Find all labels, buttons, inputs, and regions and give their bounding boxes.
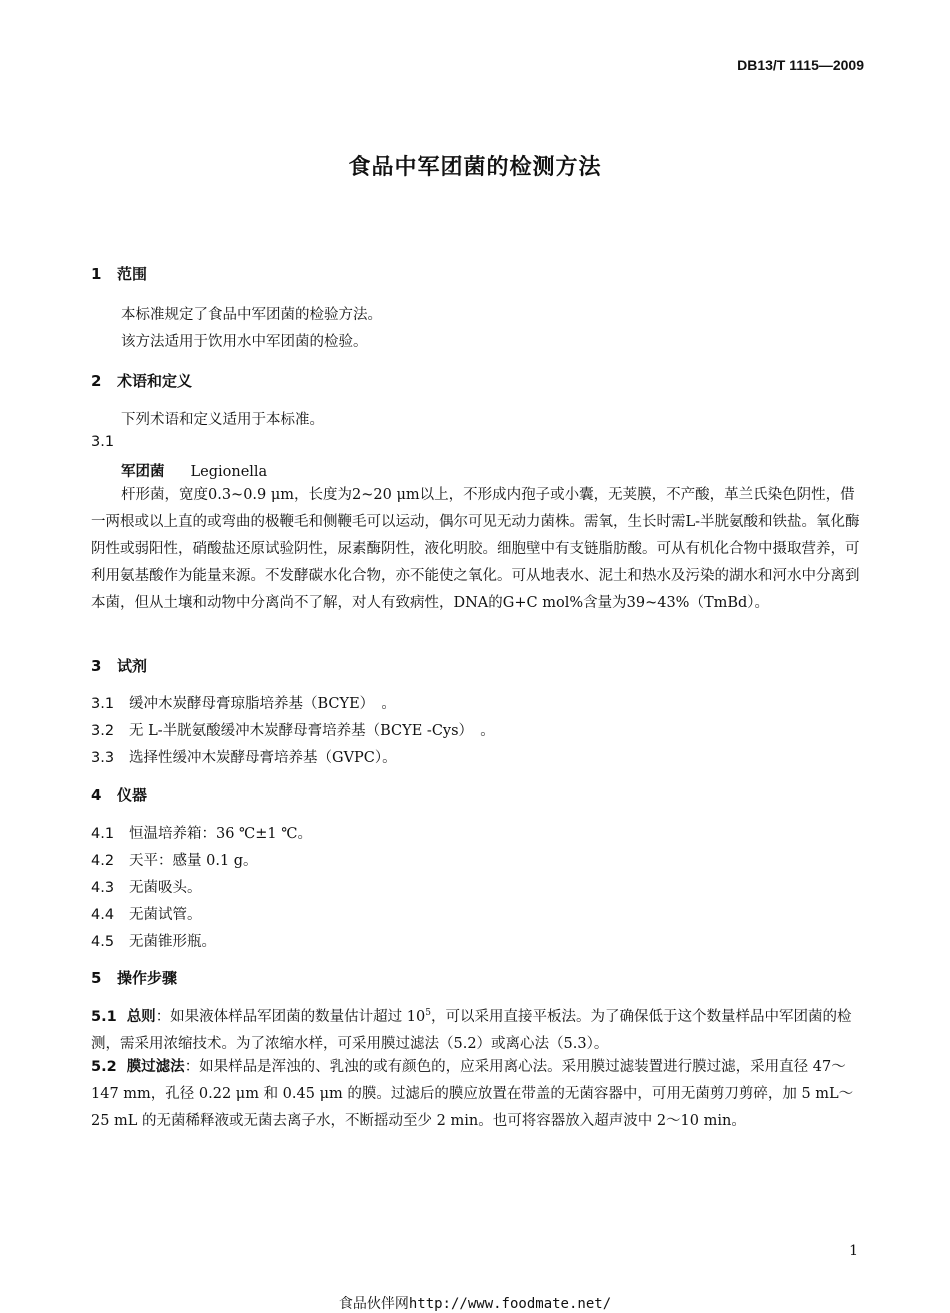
clause-label: 膜过滤法 bbox=[126, 1059, 185, 1075]
section-title: 范围 bbox=[117, 265, 148, 283]
item-text: 缓冲木炭酵母膏琼脂培养基（BCYE） 。 bbox=[129, 696, 396, 712]
term-definition: 杆形菌，宽度0.3~0.9 μm，长度为2~20 μm以上，不形成内孢子或小囊，无荚膜，不产酸，革兰氏染色阴性，借一两根或以上直的或弯曲的极鞭毛和侧鞭毛可以运动，偶尔可见无动力菌株。需氧，生长时需L-半胱氨酸和铁盐。氧化酶阴性或弱阳性，硝酸盐还原试验阴性，尿素酶阴性，液化明胶。细胞壁中有支链脂肪酸。可从有机化合物中摄取营养，可利用氨基酸作为能量来源。不发酵碳水化合物，亦不能使之氧化。可从地表水、泥土和热水及污染的湖水和河水中分离到本菌，但从土壤和动物中分离尚不了解，对人有致病性，DNA的G+C mol%含量为39~43%（TmBd）。 bbox=[91, 487, 860, 611]
item-text: 恒温培养箱：36 ℃±1 ℃。 bbox=[129, 826, 312, 842]
item-text: 无 L-半胱氨酸缓冲木炭酵母膏培养基（BCYE -Cys） 。 bbox=[129, 723, 495, 739]
section-2-heading bbox=[91, 370, 192, 391]
clause-number: 5.2 bbox=[91, 1059, 117, 1075]
list-item bbox=[91, 746, 397, 767]
page-number: 1 bbox=[849, 1243, 858, 1259]
section-number: 5 bbox=[91, 969, 102, 987]
section-title: 试剂 bbox=[117, 657, 148, 675]
standard-code: DB13/T 1115—2009 bbox=[737, 57, 864, 73]
clause-text: ：如果样品是浑浊的、乳浊的或有颜色的，应采用离心法。采用膜过滤装置进行膜过滤，采用直径 47～147 mm，孔径 0.22 μm 和 0.45 μm 的膜。过滤后的膜应放置在带盖的无菌容器中，可用无菌剪刀剪碎，加 5 mL～25 mL 的无菌稀释液或无菌去离子水，不断摇动至少 2 min。也可将容器放入超声波中 2～10 min。 bbox=[91, 1059, 854, 1129]
item-text: 无菌吸头。 bbox=[129, 880, 202, 896]
item-text: 选择性缓冲木炭酵母膏培养基（GVPC）。 bbox=[129, 750, 397, 766]
section-number: 2 bbox=[91, 372, 102, 390]
item-number: 4.4 bbox=[91, 907, 115, 923]
term-number bbox=[91, 434, 129, 450]
item-number: 4.3 bbox=[91, 880, 115, 896]
item-number: 4.2 bbox=[91, 853, 115, 869]
clause-number: 5.1 bbox=[91, 1008, 117, 1025]
clause-5-1 bbox=[91, 1000, 861, 1058]
section-1-heading bbox=[91, 263, 147, 284]
section-4-heading bbox=[91, 784, 147, 805]
paragraph: 该方法适用于饮用水中军团菌的检验。 bbox=[121, 334, 368, 350]
item-number: 3.1 bbox=[91, 696, 115, 712]
clause-text: ：如果液体样品军团菌的数量估计超过 10 bbox=[155, 1008, 426, 1025]
paragraph: 本标准规定了食品中军团菌的检验方法。 bbox=[121, 307, 382, 323]
list-item bbox=[91, 692, 396, 713]
list-item bbox=[91, 876, 202, 897]
section-3-heading bbox=[91, 655, 147, 676]
clause-label: 总则 bbox=[126, 1008, 156, 1025]
section-5-heading bbox=[91, 967, 177, 988]
term-english: Legionella bbox=[190, 464, 268, 480]
paragraph: 下列术语和定义适用于本标准。 bbox=[121, 412, 324, 428]
section-title: 仪器 bbox=[117, 786, 148, 804]
section-number: 4 bbox=[91, 786, 102, 804]
item-text: 天平：感量 0.1 g。 bbox=[129, 853, 258, 869]
item-number: 4.5 bbox=[91, 934, 115, 950]
item-number: 3.1 bbox=[91, 434, 115, 450]
item-number: 3.2 bbox=[91, 723, 115, 739]
item-text: 无菌试管。 bbox=[129, 907, 202, 923]
clause-5-2 bbox=[91, 1054, 861, 1135]
list-item bbox=[91, 719, 495, 740]
list-item bbox=[91, 849, 258, 870]
list-item bbox=[91, 822, 312, 843]
section-title: 术语和定义 bbox=[117, 372, 193, 390]
section-title: 操作步骤 bbox=[117, 969, 178, 987]
term-entry bbox=[121, 460, 267, 481]
item-number: 4.1 bbox=[91, 826, 115, 842]
item-number: 3.3 bbox=[91, 750, 115, 766]
term-chinese: 军团菌 bbox=[121, 464, 165, 480]
clause-text: ，可以采用直接平板法。为了确保低于这个数量样品中军团菌的检测，需采用浓缩技术。为了浓缩水样，可采用膜过滤法（5.2）或离心法（5.3）。 bbox=[91, 1008, 852, 1052]
section-number: 1 bbox=[91, 265, 102, 283]
page-title: 食品中军团菌的检测方法 bbox=[348, 155, 602, 180]
item-text: 无菌锥形瓶。 bbox=[129, 934, 216, 950]
section-number: 3 bbox=[91, 657, 102, 675]
list-item bbox=[91, 930, 216, 951]
list-item bbox=[91, 903, 202, 924]
footer-watermark: 食品伙伴网http://www.foodmate.net/ bbox=[338, 1296, 612, 1312]
superscript: 5 bbox=[425, 1008, 431, 1018]
